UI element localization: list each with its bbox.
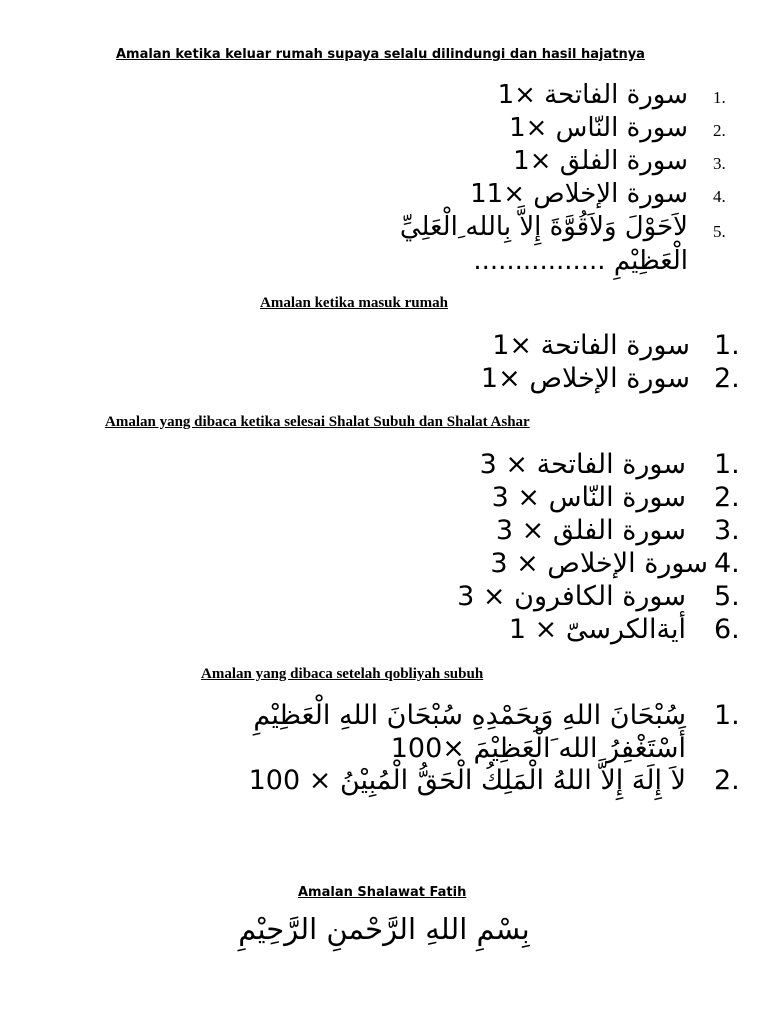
item-number: 1. <box>714 700 740 731</box>
section-heading-qobliyah-subuh: Amalan yang dibaca setelah qobliyah subuh <box>201 666 484 682</box>
list-item <box>0 212 768 282</box>
item-text: أيةالكرسىّ × 1 <box>508 614 686 645</box>
list-item <box>0 482 768 518</box>
item-text: سورة الفاتحة ×1 <box>497 80 688 110</box>
item-number: 4. <box>714 548 740 579</box>
list-item <box>0 581 768 617</box>
list-item <box>0 765 768 801</box>
item-number: 1. <box>714 330 740 361</box>
item-text: سورة النّاس × 3 <box>491 482 686 513</box>
section-heading-keluar-rumah: Amalan ketika keluar rumah supaya selalu dilindungi dan hasil hajatnya <box>116 47 645 62</box>
list-item <box>0 614 768 650</box>
list-item <box>0 146 768 180</box>
item-number: 2. <box>714 765 740 796</box>
item-number: 2. <box>714 363 740 394</box>
item-number: 2. <box>713 121 726 140</box>
item-number: 4. <box>713 187 726 206</box>
item-number: 5. <box>714 581 740 612</box>
list-item <box>0 700 768 770</box>
item-text: لاَ إِلَهَ إِلاَّ اللهُ الْمَلِكُ الْحَقُّ الْمُبِيْنُ × 100 <box>248 765 686 796</box>
section-heading-masuk-rumah: Amalan ketika masuk rumah <box>260 295 448 311</box>
list-item <box>0 449 768 485</box>
item-text: سورة الكافرون × 3 <box>457 581 686 612</box>
item-text-continued: أَسْتَغْفِرُ الله َالْعَظِيْمَ ×100 <box>390 733 686 764</box>
item-number: 3. <box>714 515 740 546</box>
list-item <box>0 548 768 584</box>
item-number: 2. <box>714 482 740 513</box>
item-number: 1. <box>714 449 740 480</box>
item-number: 6. <box>714 614 740 645</box>
item-text: سورة الإخلاص ×1 <box>480 363 690 394</box>
section-heading-subuh-ashar: Amalan yang dibaca ketika selesai Shalat Subuh dan Shalat Ashar <box>105 414 530 430</box>
list-item <box>0 515 768 551</box>
item-text: سورة الفلق ×1 <box>513 146 688 176</box>
item-text-continued: الْعَظِيْمِ ................ <box>473 246 688 276</box>
item-text: سورة الإخلاص × 3 <box>490 548 708 579</box>
item-text: سورة الفلق × 3 <box>495 515 686 546</box>
list-item <box>0 330 768 366</box>
item-text: لاَحَوْلَ وَلاَقُوَّةَ إِلاَّ بِالله ِالْعَلِيِّ <box>399 212 688 242</box>
item-number: 5. <box>713 222 726 241</box>
item-number: 3. <box>713 154 726 173</box>
item-text: سورة النّاس ×1 <box>509 113 688 143</box>
item-text: سورة الإخلاص ×11 <box>470 179 688 209</box>
section-heading-shalawat-fatih: Amalan Shalawat Fatih <box>298 885 467 900</box>
basmala: بِسْمِ اللهِ الرَّحْمنِ الرَّحِيْمِ <box>238 912 530 946</box>
list-item <box>0 179 768 213</box>
item-text: سورة الفاتحة × 3 <box>479 449 686 480</box>
item-number: 1. <box>713 88 726 107</box>
item-text: سُبْحَانَ اللهِ وَبِحَمْدِهِ سُبْحَانَ اللهِ الْعَظِيْمِ <box>253 700 686 731</box>
list-item <box>0 80 768 114</box>
list-item <box>0 363 768 399</box>
list-item <box>0 113 768 147</box>
item-text: سورة الفاتحة ×1 <box>492 330 690 361</box>
